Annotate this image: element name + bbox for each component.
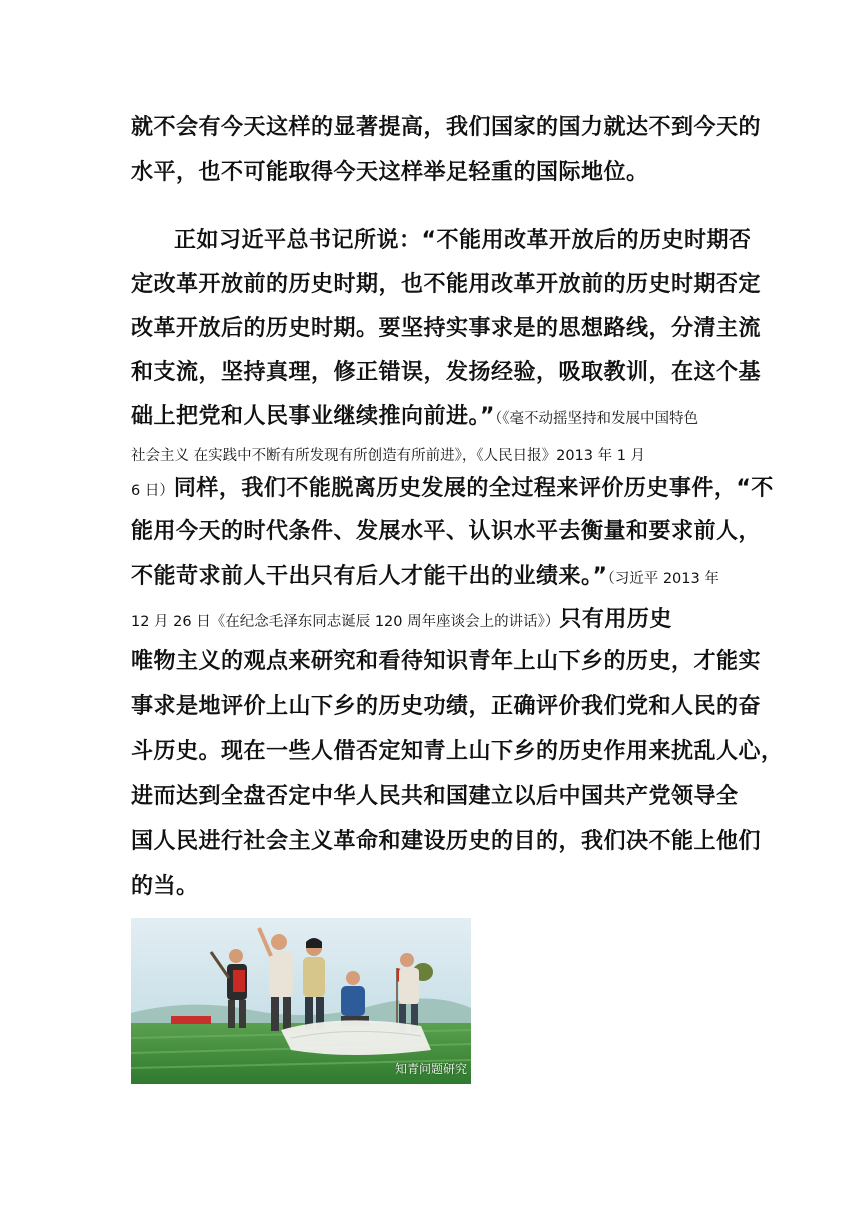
body-text: 只有用历史 [559, 607, 672, 632]
propaganda-poster-image [131, 918, 471, 1084]
body-text: 同样，我们不能脱离历史发展的全过程来评价历史事件，“不 [173, 476, 774, 501]
paragraph-2-line-10 [131, 606, 751, 636]
citation-text: 社会主义 在实践中不断有所发现有所创造有所前进》，《人民日报》2013 年 1 月 [131, 448, 646, 464]
quote-end-text: 础上把党和人民事业继续推向前进。” [131, 404, 495, 429]
paragraph-2-line-13: 斗历史。现在一些人借否定知青上山下乡的历史作用来扰乱人心， [131, 739, 784, 764]
wechat-icon [373, 1061, 391, 1075]
paragraph-2-line-5 [131, 403, 751, 433]
paragraph-2-line-8: 能用今天的时代条件、发展水平、认识水平去衡量和要求前人， [131, 519, 762, 544]
quote-end-text: 不能苛求前人干出只有后人才能干出的业绩来。” [131, 564, 608, 589]
paragraph-1-line-1: 就不会有今天这样的显著提高，我们国家的国力就达不到今天的 [131, 115, 762, 140]
paragraph-2-line-7 [131, 475, 774, 505]
paragraph-2-line-9 [131, 563, 751, 593]
paragraph-1-line-2: 水平，也不可能取得今天这样举足轻重的国际地位。 [131, 160, 649, 185]
paragraph-2-line-3: 改革开放后的历史时期。要坚持实事求是的思想路线，分清主流 [131, 316, 762, 341]
citation-text: 12 月 26 日《在纪念毛泽东同志诞辰 120 周年座谈会上的讲话》） [131, 614, 560, 630]
paragraph-2-line-15: 国人民进行社会主义革命和建设历史的目的，我们决不能上他们 [131, 829, 762, 854]
citation-text: （《毫不动摇坚持和发展中国特色 [494, 411, 698, 427]
citation-text: （习近平 2013 年 [607, 571, 719, 587]
paragraph-2-line-16: 的当。 [131, 874, 199, 899]
paragraph-2-line-14: 进而达到全盘否定中华人民共和国建立以后中国共产党领导全 [131, 784, 739, 809]
watermark-text: 知青问题研究 [395, 1061, 468, 1076]
paragraph-2-line-6 [131, 440, 751, 470]
paragraph-2-line-12: 事求是地评价上山下乡的历史功绩，正确评价我们党和人民的奋 [131, 694, 762, 719]
citation-text: 6 日） [131, 483, 174, 499]
paragraph-2-line-2: 定改革开放前的历史时期，也不能用改革开放前的历史时期否定 [131, 272, 762, 297]
paragraph-2-line-11: 唯物主义的观点来研究和看待知识青年上山下乡的历史，才能实 [131, 649, 762, 674]
paragraph-2-line-1: 正如习近平总书记所说：“不能用改革开放后的历史时期否 [174, 228, 752, 253]
watermark [373, 1058, 467, 1078]
paragraph-2-line-4: 和支流，坚持真理，修正错误，发扬经验，吸取教训，在这个基 [131, 360, 762, 385]
